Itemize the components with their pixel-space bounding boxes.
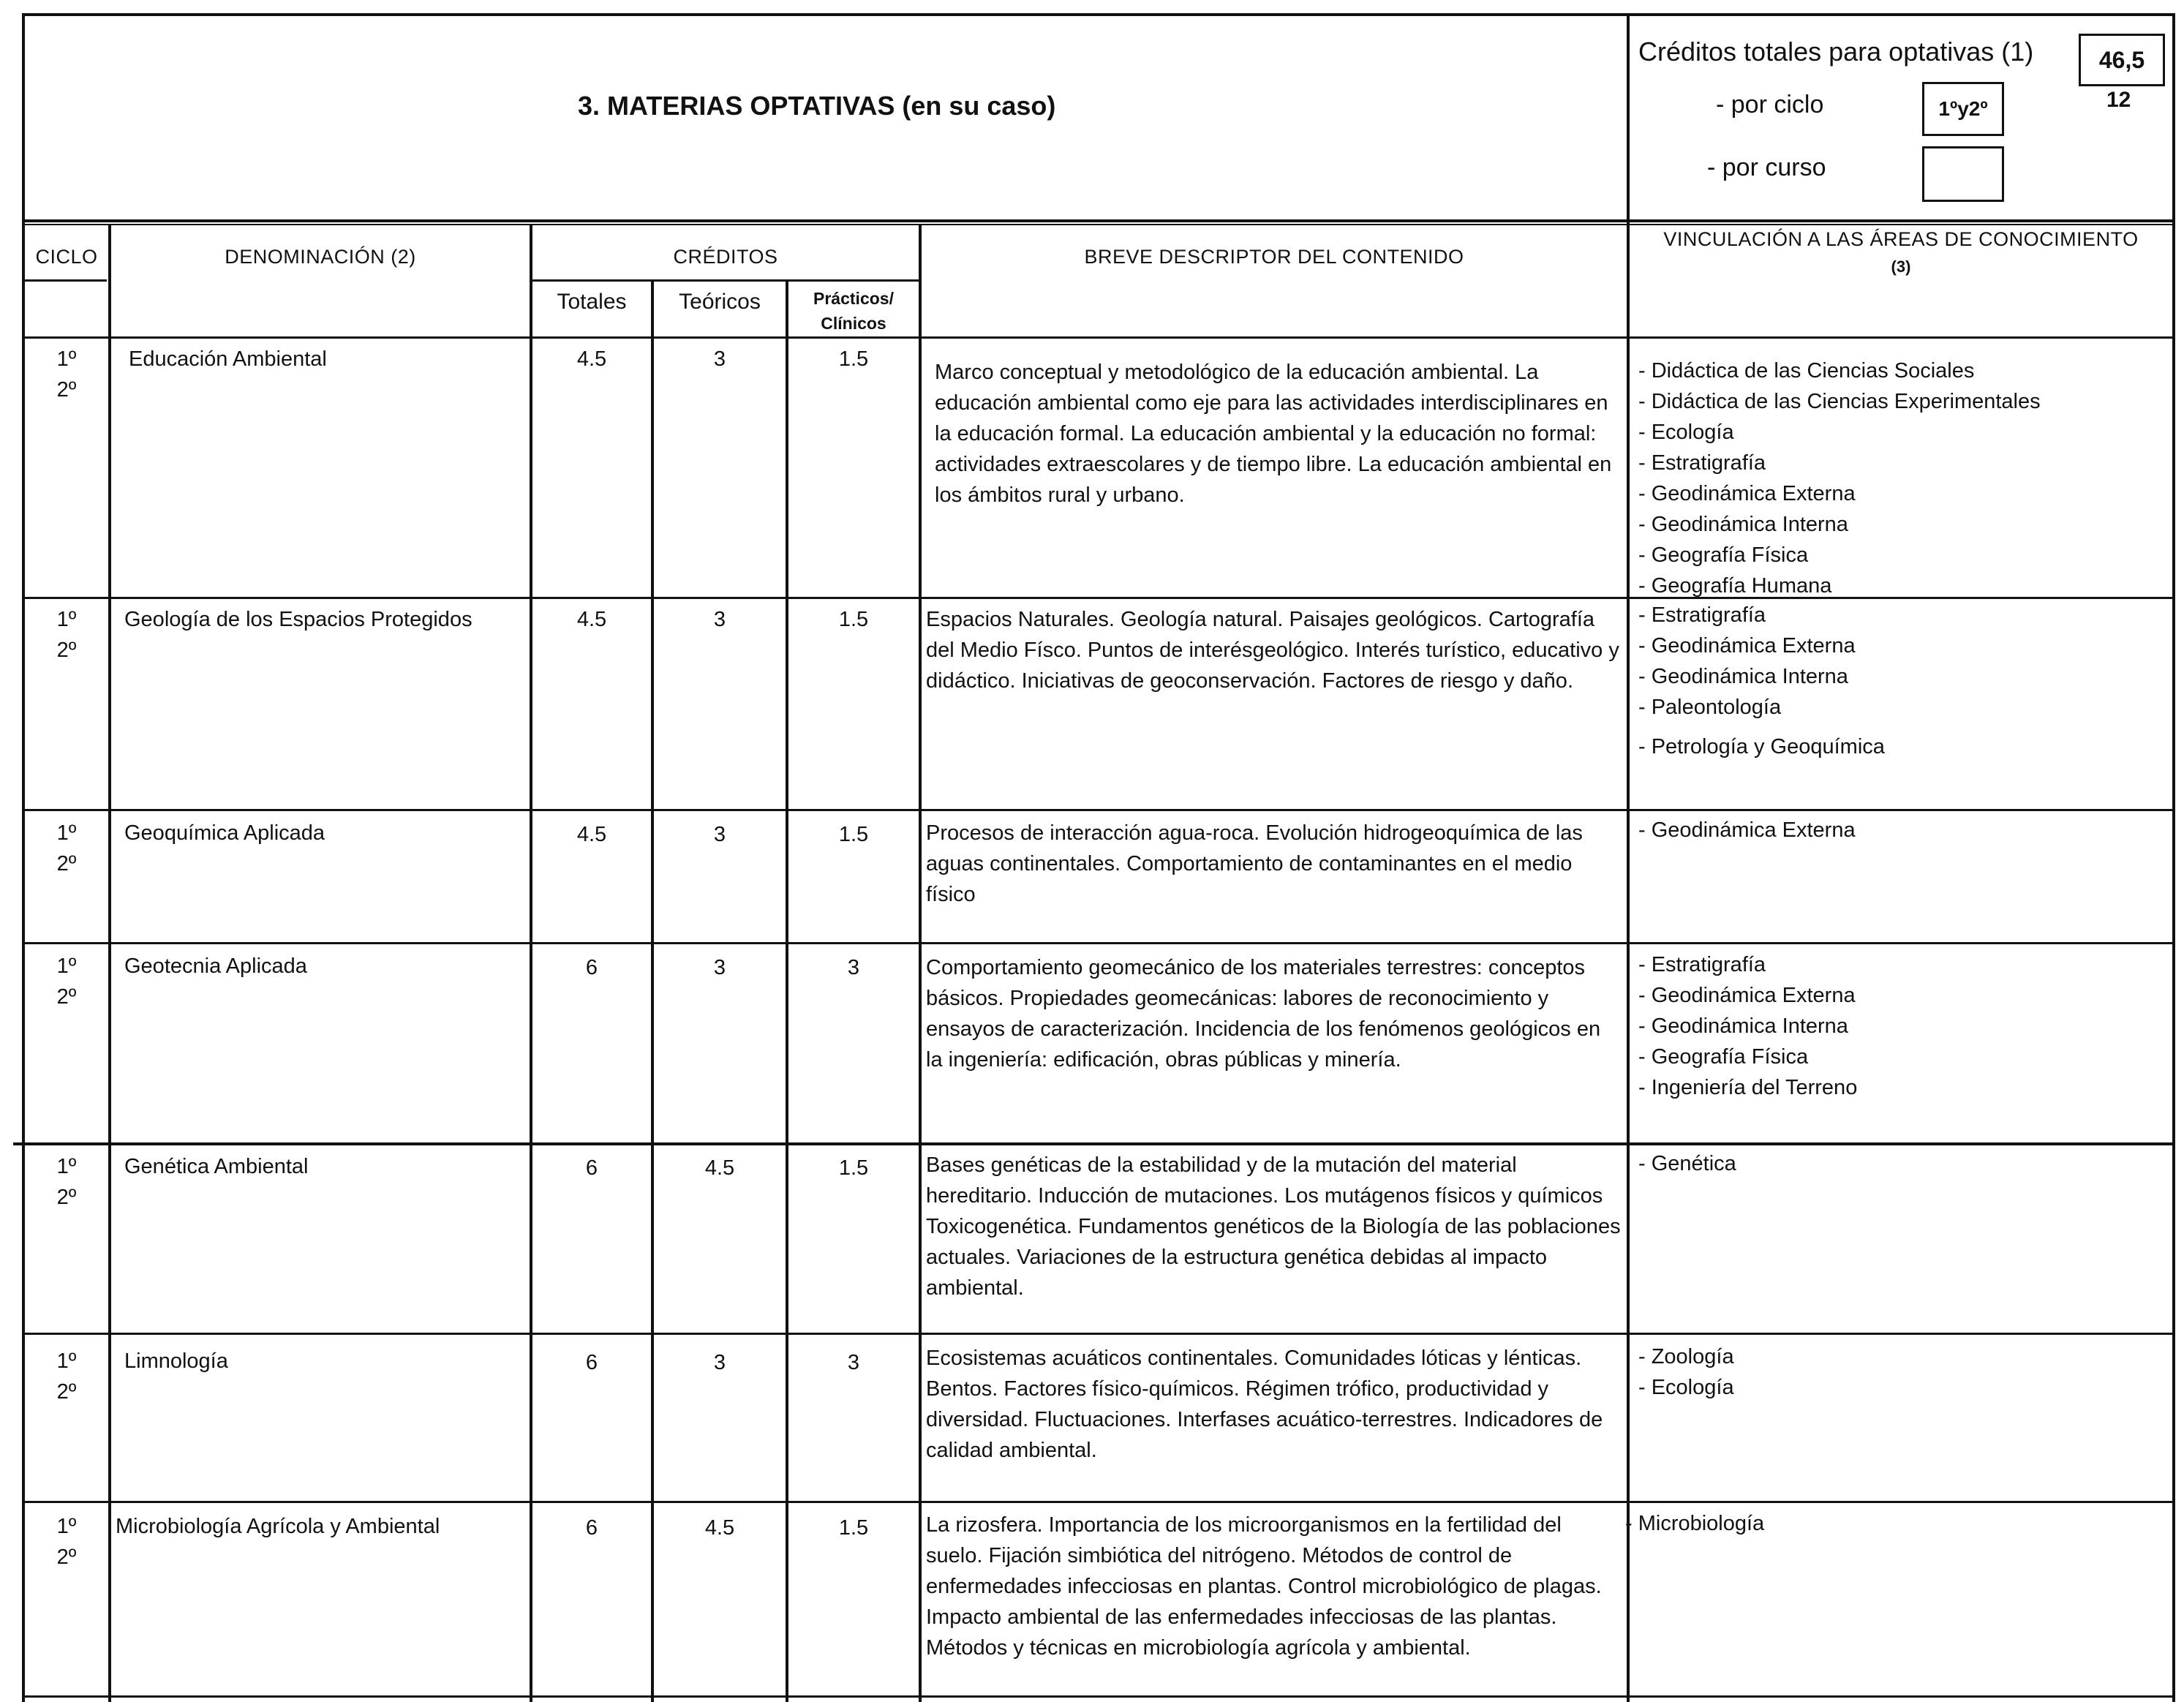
area-item: - Estratigrafía [1638, 451, 1766, 475]
area-item: - Geodinámica Externa [1638, 818, 1856, 842]
total-credits-label: Créditos totales para optativas (1) [1638, 37, 2034, 67]
per-course-value [1922, 146, 2004, 202]
credits-total: 4.5 [576, 608, 607, 631]
cycle-value: 1º [56, 954, 77, 978]
credits-theory: 3 [713, 1351, 726, 1374]
cycle-value: 2º [56, 378, 77, 402]
credits-theory: 3 [713, 956, 726, 979]
rule [108, 224, 111, 1702]
header-descriptor: BREVE DESCRIPTOR DEL CONTENIDO [1084, 246, 1464, 268]
subject-name: Genética Ambiental [124, 1155, 309, 1178]
cycle-value: 2º [56, 1186, 77, 1209]
header-denominacion: DENOMINACIÓN (2) [225, 246, 416, 268]
credits-theory: 3 [713, 608, 726, 631]
credits-theory: 3 [713, 347, 726, 371]
subject-name: Geología de los Espacios Protegidos [124, 608, 472, 631]
credits-total: 6 [585, 1156, 598, 1180]
area-item: - Didáctica de las Ciencias Experimentales [1638, 390, 2041, 413]
area-item: - Geografía Física [1638, 543, 1809, 567]
content-description: Procesos de interacción agua-roca. Evolución hidrogeoquímica de las aguas continentales. Comportamiento de contaminantes en el medio físico [926, 821, 1583, 906]
header-creditos: CRÉDITOS [673, 246, 778, 268]
header-ciclo: CICLO [35, 246, 98, 268]
total-credits-sub: 12 [2106, 88, 2131, 112]
area-item: - Geodinámica Externa [1638, 984, 1856, 1007]
area-item: - Geodinámica Externa [1638, 634, 1856, 658]
credits-practice: 1.5 [838, 608, 869, 631]
knowledge-areas [1638, 1341, 1734, 1403]
area-item: - Geodinámica Externa [1638, 482, 1856, 505]
content-description: Espacios Naturales. Geología natural. Paisajes geológicos. Cartografía del Medio Físco. Puntos de interésgeológico. Interés turístico, educativo y didáctico. Iniciativas de geoconservación. Factores de riesgo y daño. [926, 608, 1619, 693]
total-credits-value: 46,5 [2079, 34, 2165, 86]
area-item: - Microbiología [1625, 1512, 1765, 1535]
rule [22, 1333, 2175, 1335]
rule [786, 282, 788, 1702]
area-item: - Genética [1638, 1152, 1736, 1175]
knowledge-areas [1638, 355, 2041, 601]
knowledge-areas [1638, 949, 1857, 1103]
rule [22, 1695, 2175, 1698]
subject-name: Geoquímica Aplicada [124, 821, 325, 845]
cycle-value: 2º [56, 985, 77, 1009]
rule [2172, 13, 2175, 1702]
rule [22, 809, 2175, 811]
rule [22, 224, 2175, 225]
area-item: - Geodinámica Interna [1638, 665, 1848, 688]
cycle-value: 2º [56, 1380, 77, 1404]
area-item: - Geografía Física [1638, 1045, 1809, 1069]
knowledge-areas [1625, 1508, 1764, 1539]
rule [651, 282, 654, 1702]
subject-name: Limnología [124, 1349, 228, 1373]
subject-name: Geotecnia Aplicada [124, 954, 307, 978]
cycle-value: 1º [56, 821, 77, 845]
credits-total: 6 [585, 1516, 598, 1540]
rule [22, 279, 107, 282]
area-item: - Ecología [1638, 1376, 1734, 1399]
subject-name: Educación Ambiental [129, 347, 327, 371]
cycle-value: 2º [56, 1545, 77, 1569]
content-description: Bases genéticas de la estabilidad y de la mutación del material hereditario. Inducción de mutaciones. Los mutágenos físicos y químicos Toxicogenética. Fundamentos genéticos de la Biología de las poblaciones actuales. Variaciones de la estructura genética debidas al impacto ambiental. [926, 1153, 1621, 1300]
credits-theory: 4.5 [704, 1516, 735, 1540]
header-practicos: Prácticos/ [813, 289, 894, 308]
header-totales: Totales [557, 290, 627, 314]
credits-total: 6 [585, 956, 598, 979]
cycle-value: 1º [56, 1349, 77, 1373]
credits-total: 4.5 [576, 347, 607, 371]
rule [22, 336, 2175, 339]
cycle-value: 2º [56, 639, 77, 662]
credits-total: 6 [585, 1351, 598, 1374]
rule [22, 219, 2175, 222]
area-item: - Didáctica de las Ciencias Sociales [1638, 359, 1975, 383]
credits-practice: 3 [847, 956, 860, 979]
page-title: 3. MATERIAS OPTATIVAS (en su caso) [578, 91, 1056, 121]
knowledge-areas [1638, 1148, 1736, 1179]
rule [919, 224, 922, 1702]
content-description: Marco conceptual y metodológico de la educación ambiental. La educación ambiental como eje para las actividades interdisciplinares en la educación formal. La educación ambiental y la educación no formal: actividades extraescolares y de tiempo libre. La educación ambiental en los ámbitos rural y urbano. [935, 361, 1612, 507]
per-cycle-value: 1ºy2º [1922, 82, 2004, 136]
area-item: - Geografía Humana [1638, 574, 1832, 598]
rule [22, 942, 2175, 944]
header-vinculacion-note: (3) [1891, 257, 1911, 276]
credits-total: 4.5 [576, 823, 607, 846]
content-description: Comportamiento geomecánico de los materiales terrestres: conceptos básicos. Propiedades geomecánicas: labores de reconocimiento y ensayos de caracterización. Incidencia de los fenómenos geológicos en la ingeniería: edificación, obras públicas y minería. [926, 956, 1601, 1072]
per-course-label: - por curso [1707, 154, 1826, 181]
credits-practice: 1.5 [838, 823, 869, 846]
credits-practice: 3 [847, 1351, 860, 1374]
cycle-value: 1º [56, 1155, 77, 1178]
subject-name: Microbiología Agrícola y Ambiental [116, 1515, 440, 1538]
per-cycle-label: - por ciclo [1716, 91, 1824, 118]
rule [22, 13, 2175, 16]
rule [13, 1142, 2175, 1145]
content-description: Ecosistemas acuáticos continentales. Comunidades lóticas y lénticas. Bentos. Factores físico-químicos. Régimen trófico, productividad y diversidad. Fluctuaciones. Interfases acuático-terrestres. Indicadores de calidad ambiental. [926, 1347, 1603, 1462]
knowledge-areas [1638, 815, 1856, 846]
rule [22, 1501, 2175, 1503]
area-item: - Estratigrafía [1638, 603, 1766, 627]
credits-practice: 1.5 [838, 347, 869, 371]
rule [530, 279, 920, 282]
area-item: - Geodinámica Interna [1638, 1014, 1848, 1038]
area-item: - Petrología y Geoquímica [1638, 735, 1885, 758]
area-item: - Ingeniería del Terreno [1638, 1076, 1858, 1099]
credits-practice: 1.5 [838, 1156, 869, 1180]
area-item: - Paleontología [1638, 696, 1782, 719]
area-item: - Ecología [1638, 421, 1734, 444]
credits-theory: 3 [713, 823, 726, 846]
header-vinculacion: VINCULACIÓN A LAS ÁREAS DE CONOCIMIENTO [1663, 228, 2139, 250]
area-item: - Estratigrafía [1638, 953, 1766, 976]
credits-theory: 4.5 [704, 1156, 735, 1180]
content-description: La rizosfera. Importancia de los microorganismos en la fertilidad del suelo. Fijación simbiótica del nitrógeno. Métodos de control de enfermedades infecciosas en plantas. Control microbiológico de plagas. Impacto ambiental de las enfermedades infecciosas de las plantas. Métodos y técnicas en microbiología agrícola y ambiental. [926, 1513, 1602, 1660]
credits-practice: 1.5 [838, 1516, 869, 1540]
cycle-value: 1º [56, 1515, 77, 1538]
knowledge-areas [1638, 600, 1885, 762]
cycle-value: 2º [56, 852, 77, 876]
cycle-value: 1º [56, 608, 77, 631]
cycle-value: 1º [56, 347, 77, 371]
header-teoricos: Teóricos [679, 290, 761, 314]
header-clinicos: Clínicos [821, 314, 886, 333]
area-item: - Geodinámica Interna [1638, 513, 1848, 536]
area-item: - Zoología [1638, 1345, 1734, 1368]
